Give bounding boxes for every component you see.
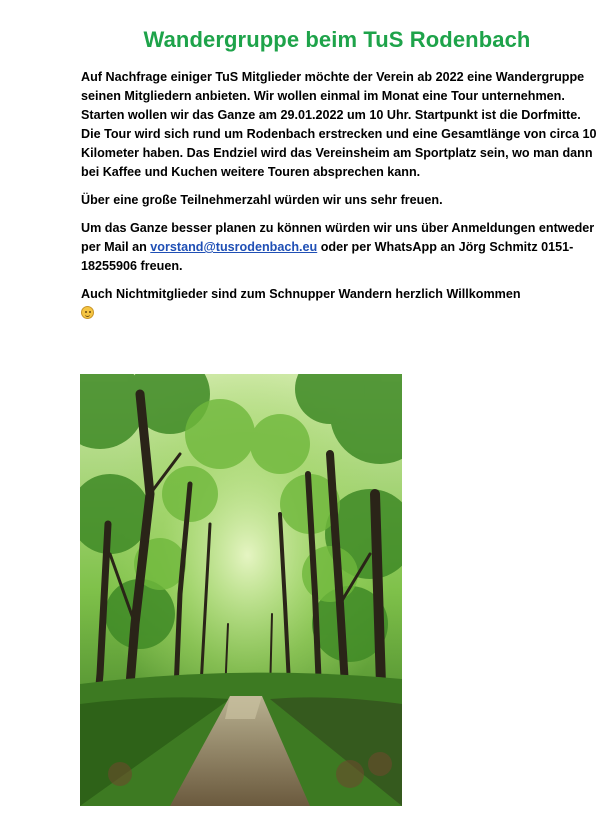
paragraph-registration <box>81 219 599 276</box>
paragraph-nonmembers <box>81 285 599 323</box>
document-body <box>81 68 599 332</box>
email-link[interactable]: vorstand@tusrodenbach.eu <box>150 240 318 254</box>
registration-text-start: Um das Ganze besser planen zu können würden wir uns über Anmeldungen entweder per Mail an <box>81 221 595 254</box>
paragraph-intro: Auf Nachfrage einiger TuS Mitglieder möchte der Verein ab 2022 eine Wandergruppe seinen Mitgliedern anbieten. Wir wollen einmal im Monat eine Tour unternehmen. Starten wollen wir das Ganze am 29.01.2022 um 10 Uhr. Startpunkt ist die Dorfmitte. Die Tour wird sich rund um Rodenbach erstrecken und eine Gesamtlänge von circa 10 Kilometer haben. Das Endziel wird das Vereinsheim am Sportplatz sein, wo man dann bei Kaffee und Kuchen weitere Touren absprechen kann. <box>81 70 597 179</box>
forest-path-image <box>80 374 402 806</box>
page-title: Wandergruppe beim TuS Rodenbach <box>143 27 531 52</box>
smiling-face-icon <box>81 306 94 319</box>
nonmembers-text: Auch Nichtmitglieder sind zum Schnupper Wandern herzlich Willkommen <box>81 287 521 301</box>
paragraph-participants: Über eine große Teilnehmerzahl würden wir uns sehr freuen. <box>81 193 443 207</box>
registration-text-end: oder per WhatsApp an Jörg Schmitz 0151-18255906 freuen. <box>81 240 574 273</box>
